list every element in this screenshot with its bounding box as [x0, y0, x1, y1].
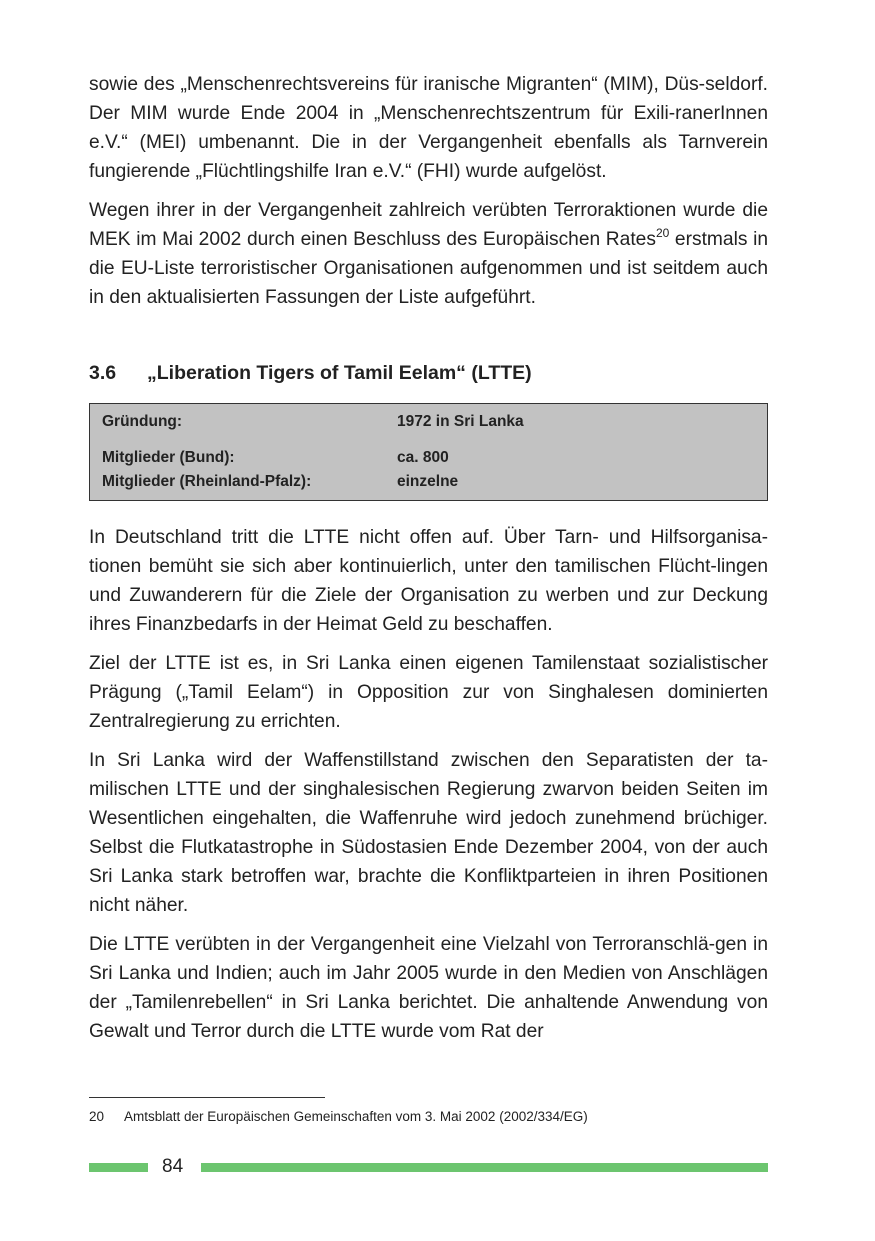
section-number: 3.6	[89, 362, 117, 384]
section-heading	[89, 360, 768, 386]
info-row-members-federal	[102, 446, 755, 470]
founding-label: Gründung:	[102, 413, 183, 430]
paragraph-mek-text-continued: erstmals in die EU-Liste terroristischer Organisationen aufgenommen und ist seitdem auch in den aktualisierten Fassungen der Liste aufgeführt.	[89, 229, 768, 308]
members-federal-label: Mitglieder (Bund):	[102, 449, 235, 466]
section-title: „Liberation Tigers of Tamil Eelam“ (LTTE)	[147, 362, 532, 384]
paragraph-mek-text: Wegen ihrer in der Vergangenheit zahlreich verübten Terroraktionen wurde die MEK im Mai 2002 durch einen Beschluss des Europäischen Rates	[89, 200, 768, 250]
paragraph-attacks: Die LTTE verübten in der Vergangenheit eine Vielzahl von Terroranschlä-gen in Sri Lanka und Indien; auch im Jahr 2005 wurde in den Medien von Anschlägen der „Tamilenrebellen“ in Sri Lanka berichtet. Die anhaltende Anwendung von Gewalt und Terror durch die LTTE wurde vom Rat der	[89, 934, 768, 1042]
paragraph-mek	[89, 196, 768, 312]
info-box-spacer	[102, 434, 755, 446]
paragraph-ltte-goal: Ziel der LTTE ist es, in Sri Lanka einen eigenen Tamilenstaat sozialistischer Prägung („Tamil Eelam“) in Opposition zur von Singhalesen dominierten Zentralregierung zu errichten.	[89, 653, 768, 732]
footer-bar-left	[89, 1163, 148, 1172]
page-footer	[89, 1155, 768, 1179]
paragraph-ceasefire: In Sri Lanka wird der Waffenstillstand zwischen den Separatisten der ta-milischen LTTE und der singhalesischen Regierung zwarvon beiden Seiten im Wesentlichen eingehalten, die Waffenruhe wird jedoch zunehmend brüchiger. Selbst die Flutkatastrophe in Südostasien Ende Dezember 2004, von der auch Sri Lanka stark betroffen war, brachte die Konfliktparteien in ihren Positionen nicht näher.	[89, 750, 768, 916]
members-rlp-value: einzelne	[397, 473, 459, 490]
info-row-members-rlp	[102, 470, 755, 494]
founding-value: 1972 in Sri Lanka	[397, 413, 524, 430]
footnote-number: 20	[89, 1109, 105, 1124]
footnote-divider	[89, 1097, 325, 1098]
footnote	[89, 1108, 588, 1126]
paragraph-ltte-germany: In Deutschland tritt die LTTE nicht offen auf. Über Tarn- und Hilfsorganisa-tionen bemüht sie sich aber kontinuierlich, unter den tamilischen Flücht-lingen und Zuwanderern für die Ziele der Organisation zu werben und zur Deckung ihres Finanzbedarfs in der Heimat Geld zu beschaffen.	[89, 527, 768, 635]
organization-info-box	[89, 403, 768, 501]
footnote-text: Amtsblatt der Europäischen Gemeinschaften vom 3. Mai 2002 (2002/334/EG)	[124, 1109, 588, 1124]
paragraph-mim: sowie des „Menschenrechtsvereins für iranische Migranten“ (MIM), Düs-seldorf. Der MIM wurde Ende 2004 in „Menschenrechtszentrum für Exili-ranerInnen e.V.“ (MEI) umbenannt. Die in der Vergangenheit ebenfalls als Tarnverein fungierende „Flüchtlingshilfe Iran e.V.“ (FHI) wurde aufgelöst.	[89, 74, 768, 182]
members-federal-value: ca. 800	[397, 449, 449, 466]
footnote-reference[interactable]: 20	[655, 226, 670, 240]
info-row-founding	[102, 410, 755, 434]
page-body	[89, 70, 768, 1056]
page-number: 84	[162, 1156, 184, 1177]
members-rlp-label: Mitglieder (Rheinland-Pfalz):	[102, 473, 312, 490]
footer-bar-right	[201, 1163, 768, 1172]
